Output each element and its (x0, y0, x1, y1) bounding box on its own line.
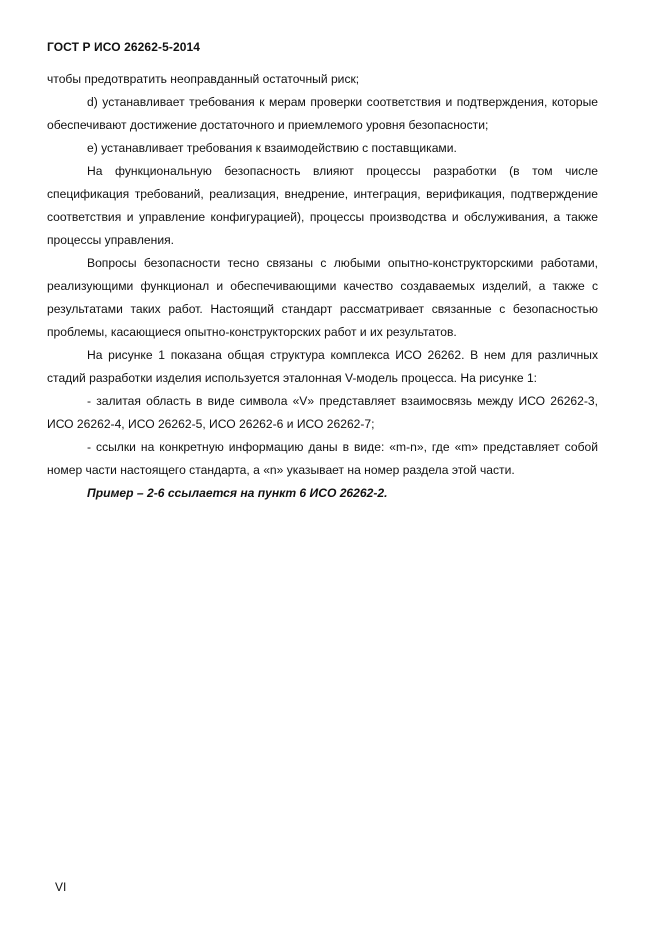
paragraph-figure-1: На рисунке 1 показана общая структура комплекса ИСО 26262. В нем для различных стадий разработки изделия используется эталонная V-модель процесса. На рисунке 1: (47, 348, 598, 385)
paragraph-risk: чтобы предотвратить неоправданный остаточный риск; (47, 72, 360, 86)
paragraph-safety-issues: Вопросы безопасности тесно связаны с любыми опытно-конструкторскими работами, реализующими функционал и обеспечивающими качество создаваемых изделий, а также с результатами таких работ. Настоящий стандарт рассматривает связанные с безопасностью проблемы, касающиеся опытно-конструкторских работ и их результатов. (47, 256, 598, 339)
paragraph-v-symbol: - залитая область в виде символа «V» представляет взаимосвязь между ИСО 26262-3, ИСО 26262-4, ИСО 26262-5, ИСО 26262-6 и ИСО 26262-7; (47, 394, 598, 431)
paragraph-functional-safety: На функциональную безопасность влияют процессы разработки (в том числе спецификация требований, реализация, внедрение, интеграция, верификация, подтверждение соответствия и управление конфигурацией), процессы производства и обслуживания, а также процессы управления. (47, 164, 598, 247)
document-body (47, 68, 598, 505)
paragraph-item-d: d) устанавливает требования к мерам проверки соответствия и подтверждения, которые обеспечивают достижение достаточного и приемлемого уровня безопасности; (47, 95, 598, 132)
document-header: ГОСТ Р ИСО 26262-5-2014 (47, 40, 201, 54)
paragraph-item-e: e) устанавливает требования к взаимодействию с поставщиками. (87, 141, 457, 155)
page-number: VI (55, 880, 67, 894)
example-note: Пример – 2-6 ссылается на пункт 6 ИСО 26262-2. (87, 486, 388, 500)
paragraph-references: - ссылки на конкретную информацию даны в виде: «m-n», где «m» представляет собой номер части настоящего стандарта, а «n» указывает на номер раздела этой части. (47, 440, 598, 477)
